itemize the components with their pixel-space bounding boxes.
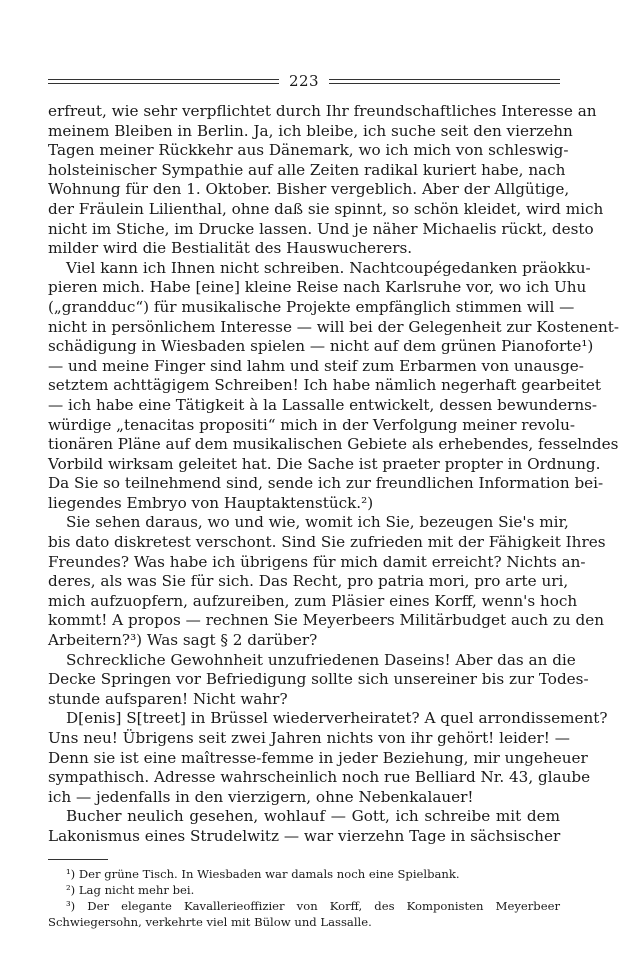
text-line: liegendes Embryo von Hauptaktenstück.²) [48,493,374,512]
paragraph-1 [48,102,604,259]
text-line: deres, als was Sie für sich. Das Recht, pro patria mori, pro arte uri, [48,572,569,591]
paragraph-4 [48,650,589,710]
text-line: mich aufzuopfern, aufzureiben, zum Pläsier eines Korff, wenn's hoch [48,591,578,610]
text-line: kommt! A propos — rechnen Sie Meyerbeers Militärbudget auch zu den [48,611,605,630]
text-line: holsteinischer Sympathie auf alle Zeiten radikal kuriert habe, nach [48,160,566,179]
footnote-3-continued: Schwiegersohn, verkehrte viel mit Bülow und Lassalle. [48,914,372,929]
text-line: sympathisch. Adresse wahrscheinlich noch rue Belliard Nr. 43, glaube [48,768,591,787]
paragraph-6 [48,807,560,846]
text-line: Schreckliche Gewohnheit unzufriedenen Daseins! Aber das an die [66,650,576,669]
text-line: pieren mich. Habe [eine] kleine Reise nach Karlsruhe vor, wo ich Uhu [48,278,587,297]
page-number: 223 [288,72,320,90]
text-line: („grandduc“) für musikalische Projekte empfänglich stimmen will — [48,297,575,316]
paragraph-5 [48,709,608,807]
text-line: stunde aufsparen! Nicht wahr? [48,689,288,708]
text-line: nicht in persönlichem Interesse — will bei der Gelegenheit zur Kostenent- [48,317,619,336]
text-line: bis dato diskretest verschont. Sind Sie zufrieden mit der Fähigkeit Ihres [48,533,606,552]
footnotes [48,866,560,930]
text-line: nicht im Stiche, im Drucke lassen. Und je näher Michaelis rückt, desto [48,219,594,238]
text-line: Viel kann ich Ihnen nicht schreiben. Nachtcoupégedanken präokku- [66,258,591,277]
text-line: Arbeitern?³) Was sagt § 2 darüber? [48,631,318,650]
header-rule-right [329,79,560,84]
text-line: Decke Springen vor Befriedigung sollte sich unsereiner bis zur Todes- [48,670,589,689]
text-line: Tagen meiner Rückkehr aus Dänemark, wo ich mich von schleswig- [48,141,569,160]
text-line: — und meine Finger sind lahm und steif zum Erbarmen von unausge- [48,356,584,375]
body-text [48,102,619,847]
footnote-1: ¹) Der grüne Tisch. In Wiesbaden war damals noch eine Spielbank. [66,866,460,881]
text-line: Uns neu! Übrigens seit zwei Jahren nichts von ihr gehört! leider! — [48,729,570,747]
text-line: Sie sehen daraus, wo und wie, womit ich Sie, bezeugen Sie's mir, [66,513,569,532]
text-line: Denn sie ist eine maîtresse-femme in jeder Beziehung, mir ungeheuer [48,748,588,767]
text-line: Bucher neulich gesehen, wohlauf — Gott, ich schreibe mit dem [66,807,560,826]
text-line: würdige „tenacitas propositi“ mich in der Verfolgung meiner revolu- [48,415,576,434]
page-header [48,70,560,92]
text-line: Wohnung für den 1. Oktober. Bisher vergeblich. Aber der Allgütige, [48,180,570,199]
text-line: meinem Bleiben in Berlin. Ja, ich bleibe, ich suche seit den vierzehn [48,121,573,140]
text-line: milder wird die Bestialität des Hauswucherers. [48,239,413,258]
header-rule-left [48,79,279,84]
footnote-rule [48,859,108,860]
text-line: tionären Pläne auf dem musikalischen Gebiete als erhebendes, fesselndes [48,435,619,454]
text-line: setztem achttägigem Schreiben! Ich habe nämlich negerhaft gearbeitet [48,376,602,395]
text-line: erfreut, wie sehr verpflichtet durch Ihr freundschaftliches Interesse an [48,102,597,120]
text-line: ich — jedenfalls in den vierzigern, ohne Nebenkalauer! [48,787,474,806]
text-line: schädigung in Wiesbaden spielen — nicht auf dem grünen Pianoforte¹) [48,337,594,356]
text-line: Freundes? Was habe ich übrigens für mich damit erreicht? Nichts an- [48,552,586,571]
paragraph-3 [48,513,606,650]
text-line: — ich habe eine Tätigkeit à la Lassalle entwickelt, dessen bewunderns- [48,395,598,414]
text-line: Da Sie so teilnehmend sind, sende ich zur freundlichen Information bei- [48,474,604,493]
text-line: Vorbild wirksam geleitet hat. Die Sache ist praeter propter in Ordnung. [48,454,601,473]
text-line: der Fräulein Lilienthal, ohne daß sie spinnt, so schön kleidet, wird mich [48,199,604,218]
text-line: D[enis] S[treet] in Brüssel wiederverheiratet? A quel arrondissement? [66,709,608,728]
footnote-3: ³) Der elegante Kavallerieoffizier von Korff, des Komponisten Meyerbeer [66,898,560,913]
paragraph-2 [48,258,619,514]
footnote-2: ²) Lag nicht mehr bei. [66,882,195,897]
text-line: Lakonismus eines Strudelwitz — war vierzehn Tage in sächsischer [48,826,561,845]
book-page [48,70,619,930]
